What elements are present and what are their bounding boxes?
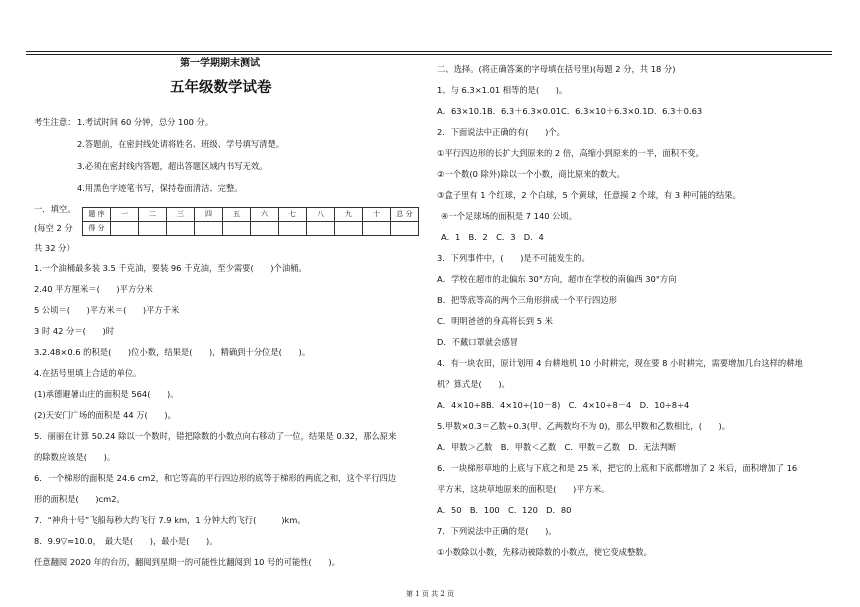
score-cell-header: 总 分 <box>391 208 419 222</box>
question-line: 3.2.48×0.6 的积是( )位小数，结果是( )，精确到十分位是( )。 <box>34 347 311 357</box>
note-item: 4.用黑色字迹笔书写，保持卷面清洁、完整。 <box>77 183 243 193</box>
question-line: (2)天安门广场的面积是 44 万( )。 <box>34 410 176 420</box>
score-cell-header: 题 序 <box>83 208 111 222</box>
score-cell-header: 二 <box>139 208 167 222</box>
question-line: 5 公顷＝( )平方米＝( )平方千米 <box>34 305 180 315</box>
score-cell-header: 五 <box>223 208 251 222</box>
question-line: 4.在括号里填上合适的单位。 <box>34 368 142 378</box>
question-line: (1)承德避暑山庄的面积是 564( )。 <box>34 389 179 399</box>
score-cell-header: 一 <box>111 208 139 222</box>
score-cell-blank[interactable] <box>363 222 391 236</box>
question-line: A．甲数＞乙数 B．甲数＜乙数 C．甲数＝乙数 D．无法判断 <box>437 442 677 452</box>
score-cell-blank[interactable] <box>251 222 279 236</box>
score-cell-blank[interactable] <box>223 222 251 236</box>
question-line: 机？算式是( )。 <box>437 379 510 389</box>
score-cell-header: 八 <box>307 208 335 222</box>
top-rule-double <box>26 54 832 55</box>
question-line: 5．丽丽在计算 50.24 除以一个数时，错把除数的小数点向右移动了一位，结果是 0.32，那么原来 <box>34 431 397 441</box>
question-line: 3．下列事件中，( )是不可能发生的。 <box>437 253 590 263</box>
question-line: 4．有一块农田，原计划用 4 台耕地机 10 小时耕完，现在要 8 小时耕完，需要增加几台这样的耕地 <box>437 358 803 368</box>
score-cell-blank[interactable] <box>391 222 419 236</box>
page-footer: 第 1 页 共 2 页 <box>405 590 455 598</box>
score-cell-header: 六 <box>251 208 279 222</box>
question-line: A．学校在超市的北偏东 30°方向，超市在学校的南偏西 30°方向 <box>437 274 677 284</box>
question-line: A．63×10.1B．6.3＋6.3×0.01C．6.3×10＋6.3×0.1D．6.3＋0.63 <box>437 106 703 116</box>
score-table <box>82 207 419 236</box>
question-line: 7．“神舟十号”飞船每秒大约飞行 7.9 km，1 分钟大约飞行( )km。 <box>34 515 306 525</box>
score-cell-blank[interactable] <box>279 222 307 236</box>
question-line: A．1 B．2 C．3 D．4 <box>441 232 544 242</box>
score-cell-header: 十 <box>363 208 391 222</box>
score-cell-blank[interactable] <box>167 222 195 236</box>
question-line: 7．下列说法中正确的是( )。 <box>437 526 557 536</box>
section1-points: (每空 2 分 <box>34 223 73 233</box>
question-line: 形的面积是( )cm2。 <box>34 494 125 504</box>
notes-label: 考生注意： <box>34 117 76 127</box>
question-line: 8．9.9▽≈10.0， 最大是( )，最小是( )。 <box>34 536 218 546</box>
top-rule <box>26 51 832 52</box>
question-line: A．50 B．100 C．120 D．80 <box>437 505 572 515</box>
question-line: ②一个数(0 除外)除以一个小数，商比原来的数大。 <box>437 169 625 179</box>
question-line: 任意翻阅 2020 年的台历，翻阅到星期一的可能性比翻阅到 10 号的可能性( )。 <box>34 557 340 567</box>
section1-points: 共 32 分） <box>34 243 75 253</box>
section2-heading: 二、选择。(将正确答案的字母填在括号里)(每题 2 分，共 18 分) <box>437 64 676 74</box>
question-line: D．不戴口罩就会感冒 <box>437 337 519 347</box>
question-line: 1.一个油桶最多装 3.5 千克油，要装 96 千克油，至少需要( )个油桶。 <box>34 263 307 273</box>
score-row-label: 得 分 <box>83 222 111 236</box>
question-line: 6．一块梯形草地的上底与下底之和是 25 米，把它的上底和下底都增加了 2 米后，面积增加了 16 <box>437 463 798 473</box>
score-cell-blank[interactable] <box>195 222 223 236</box>
note-item: 1.考试时间 60 分钟，总分 100 分。 <box>77 117 214 127</box>
question-line: 6．一个梯形的面积是 24.6 cm2，和它等高的平行四边形的底等于梯形的两底之和，这个平行四边 <box>34 473 397 483</box>
test-name: 第一学期期末测试 <box>180 58 260 69</box>
score-cell-blank[interactable] <box>111 222 139 236</box>
question-line: 5.甲数×0.3＝乙数÷0.3(甲、乙两数均不为 0)，那么甲数和乙数相比，( )。 <box>437 421 731 431</box>
section1-heading: 一．填空。 <box>34 204 76 214</box>
score-cell-blank[interactable] <box>335 222 363 236</box>
score-cell-header: 九 <box>335 208 363 222</box>
score-cell-blank[interactable] <box>139 222 167 236</box>
score-cell-header: 三 <box>167 208 195 222</box>
exam-title: 五年级数学试卷 <box>170 80 272 96</box>
score-table-header-row <box>83 208 419 222</box>
question-line: A．4×10÷8B．4×10÷(10－8) C．4×10÷8－4 D．10÷8÷4 <box>437 400 690 410</box>
note-item: 3.必须在密封线内答题，超出答题区域内书写无效。 <box>77 161 268 171</box>
question-line: 平方米，这块草地原来的面积是( )平方米。 <box>437 484 610 494</box>
score-cell-header: 七 <box>279 208 307 222</box>
question-line: ④一个足球场的面积是 7 140 公顷。 <box>441 211 578 221</box>
question-line: ①小数除以小数，先移动被除数的小数点，使它变成整数。 <box>437 547 652 557</box>
question-line: ③盒子里有 1 个红球，2 个白球，5 个黄球，任意摸 2 个球，有 3 种可能的结果。 <box>437 190 741 200</box>
question-line: 1、与 6.3×1.01 相等的是( )。 <box>437 85 568 95</box>
question-line: 3 时 42 分＝( )时 <box>34 326 115 336</box>
score-cell-header: 四 <box>195 208 223 222</box>
score-cell-blank[interactable] <box>307 222 335 236</box>
question-line: 2.40 平方厘米＝( )平方分米 <box>34 284 153 294</box>
note-item: 2.答题前，在密封线处请将姓名、班级、学号填写清楚。 <box>77 139 285 149</box>
question-line: 2．下面说法中正确的有( )个。 <box>437 127 565 137</box>
score-table-score-row <box>83 222 419 236</box>
question-line: ①平行四边形的长扩大到原来的 2 倍，高缩小到原来的一半，面积不变。 <box>437 148 704 158</box>
question-line: 的除数应该是( )。 <box>34 452 116 462</box>
question-line: C．明明爸爸的身高将长到 5 米 <box>437 316 553 326</box>
question-line: B．把等底等高的两个三角形拼成一个平行四边形 <box>437 295 617 305</box>
